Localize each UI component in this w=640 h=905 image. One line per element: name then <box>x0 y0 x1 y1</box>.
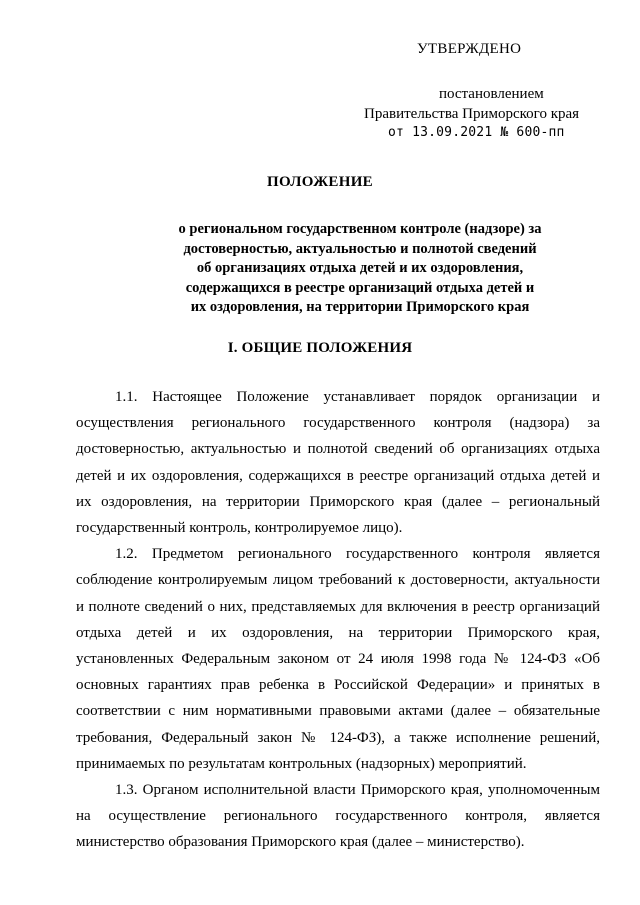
approval-stamp-label: УТВЕРЖДЕНО <box>417 41 522 57</box>
paragraph-line: принимаемых по результатам контрольных (надзорных) мероприятий. <box>76 755 527 772</box>
paragraph-line: их оздоровления, на территории Приморского края (далее – региональный <box>76 493 600 510</box>
paragraph-line: на осуществление регионального государственного контроля, является <box>76 808 600 825</box>
document-subtitle <box>150 220 570 318</box>
paragraph-1-1 <box>76 384 600 541</box>
paragraph-line: детей и их оздоровления, содержащихся в реестре организаций отдыха детей и <box>76 467 600 484</box>
paragraph-line: достоверностью, актуальностью и полнотой сведений об организациях отдыха <box>76 441 600 458</box>
subtitle-line: достоверностью, актуальностью и полнотой сведений <box>183 240 537 257</box>
section-heading: I. ОБЩИЕ ПОЛОЖЕНИЯ <box>227 340 413 356</box>
subtitle-line: о региональном государственном контроле (надзоре) за <box>178 221 542 237</box>
paragraph-line: основных гарантиях прав ребенка в Российской Федерации» и принятых в <box>76 677 600 694</box>
paragraph-line: установленных Федеральным законом от 24 июля 1998 года № 124-ФЗ «Об <box>76 651 600 668</box>
paragraph-line: и полноте сведений о них, представляемых для включения в реестр организаций <box>76 598 600 615</box>
paragraph-line: соблюдение контролируемым лицом требований к достоверности, актуальности <box>76 572 600 589</box>
subtitle-line: об организациях отдыха детей и их оздоровления, <box>196 260 524 276</box>
paragraph-line: 1.2. Предметом регионального государственного контроля является <box>115 546 600 563</box>
subtitle-line: содержащихся в реестре организаций отдыха детей и <box>185 279 535 296</box>
paragraph-1-3 <box>76 777 600 856</box>
paragraph-line: 1.3. Органом исполнительной власти Приморского края, уполномоченным <box>115 782 600 799</box>
approval-date-number: от 13.09.2021 № 600-пп <box>388 125 565 140</box>
approval-government-label: Правительства Приморского края <box>364 106 580 122</box>
approval-resolution-label: постановлением <box>439 86 544 102</box>
paragraph-line: соответствии с ним нормативными правовыми актами (далее – обязательные <box>76 703 600 720</box>
subtitle-line: их оздоровления, на территории Приморского края <box>190 299 530 315</box>
paragraph-line: государственный контроль, контролируемое лицо). <box>76 520 403 537</box>
paragraph-line: требования, Федеральный закон № 124-ФЗ), а также исполнение решений, <box>76 729 600 746</box>
paragraph-line: осуществления регионального государственного контроля (надзора) за <box>76 415 600 432</box>
paragraph-line: министерство образования Приморского края (далее – министерство). <box>76 834 525 851</box>
document-body <box>76 384 600 856</box>
paragraph-line: 1.1. Настоящее Положение устанавливает порядок организации и <box>115 389 600 405</box>
paragraph-1-2 <box>76 541 600 777</box>
paragraph-line: отдыха детей и их оздоровления, на территории Приморского края, <box>76 624 600 641</box>
document-title: ПОЛОЖЕНИЕ <box>267 174 373 190</box>
